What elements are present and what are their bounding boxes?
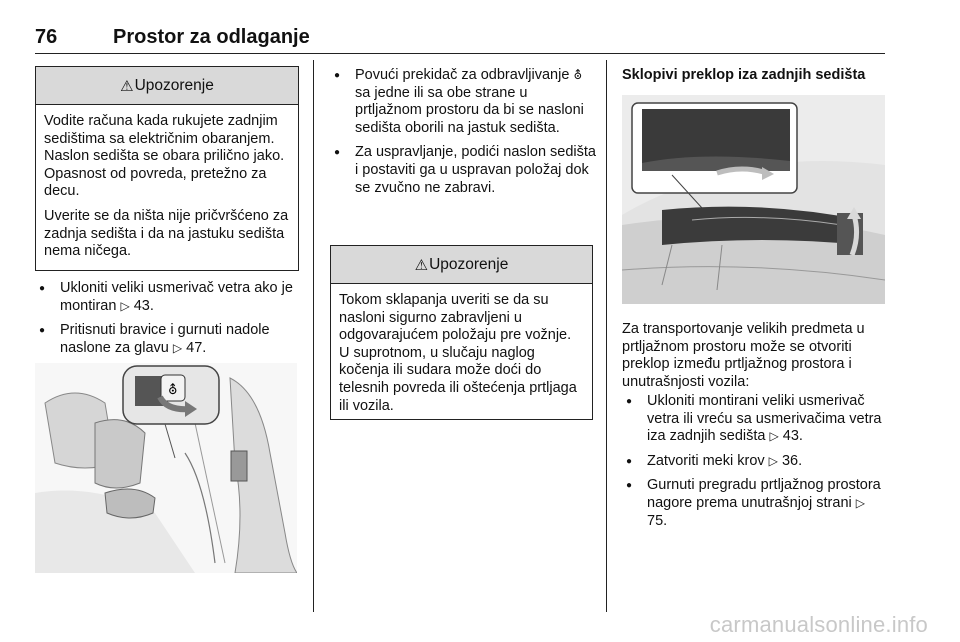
bullet-list-col3 bbox=[622, 393, 884, 537]
reference-arrow-icon: ▷ bbox=[769, 429, 779, 444]
list-item: ● Povući prekidač za odbravljivanje ⛢ sa jedne ili sa obe strane u prtljažnom prostoru da bi se nasloni sedišta oborili na jastuk sedišta. bbox=[330, 67, 598, 137]
list-item: ● Gurnuti pregradu prtljažnog prostora nagore prema unutrašnjoj strani ▷ 75. bbox=[622, 477, 884, 530]
column-divider-1 bbox=[313, 60, 314, 612]
list-item: ● Zatvoriti meki krov ▷ 36. bbox=[622, 453, 884, 471]
page-header bbox=[35, 26, 885, 52]
footer-watermark[interactable]: carmanualsonline.info bbox=[709, 612, 928, 637]
seat-unlock-icon: ⛢ bbox=[573, 68, 583, 82]
intro-paragraph: Za transportovanje velikih predmeta u prtljažnom prostoru može se otvoriti preklop između prtljažnog prostora i unutrašnjosti vozila: bbox=[622, 321, 865, 390]
warning-box-1 bbox=[35, 66, 299, 271]
reference-arrow-icon: ▷ bbox=[120, 298, 130, 313]
seat-unlock-illustration bbox=[35, 363, 297, 573]
header-rule bbox=[35, 53, 885, 54]
reference-arrow-icon: ▷ bbox=[172, 340, 183, 355]
bullet-list-col1 bbox=[35, 280, 305, 364]
svg-text:⛢: ⛢ bbox=[168, 383, 178, 398]
warning-header bbox=[331, 246, 592, 284]
list-item: ● Pritisnuti bravice i gurnuti nadole naslone za glavu ▷ 47. bbox=[35, 322, 305, 357]
warning-paragraph: Uverite se da ništa nije pričvršćeno za zadnja sedišta i da na jastuku sedišta nema ničega. bbox=[44, 207, 289, 260]
warning-triangle-icon: ⚠ bbox=[120, 77, 134, 95]
warning-paragraph: Tokom sklapanja uveriti se da su nasloni sigurno zabravljeni u odgovarajućem položaju pre vožnje. U suprotnom, u slučaju naglog kočenja ili sudara može doći do telesnih povreda ili oštećenja prtljaga ili vozila. bbox=[339, 292, 577, 414]
warning-paragraph: Vodite računa kada rukujete zadnjim sedištima sa električnim obaranjem. Naslon sedišta se obara prilično jako. Opasnost od povreda, pretežno za decu. bbox=[44, 113, 285, 200]
bullet-list-col2 bbox=[330, 67, 598, 204]
reference-arrow-icon: ▷ bbox=[855, 495, 865, 510]
warning-body bbox=[331, 284, 592, 426]
column-divider-2 bbox=[606, 60, 607, 612]
reference-arrow-icon: ▷ bbox=[768, 453, 778, 468]
trunk-flap-illustration bbox=[622, 95, 885, 304]
list-item: ● Ukloniti veliki usmerivač vetra ako je montiran ▷ 43. bbox=[35, 280, 305, 315]
page-title: Prostor za odlaganje bbox=[113, 26, 310, 48]
section-heading: Sklopivi preklop iza zadnjih sedišta bbox=[622, 67, 866, 83]
warning-box-2 bbox=[330, 245, 593, 420]
warning-triangle-icon: ⚠ bbox=[414, 256, 429, 274]
warning-body bbox=[36, 105, 298, 272]
list-item: ● Za uspravljanje, podići naslon sedišta i postaviti ga u uspravan položaj dok se zvučno ne zabravi. bbox=[330, 144, 598, 197]
page-number: 76 bbox=[35, 26, 58, 48]
warning-title: Upozorenje bbox=[429, 255, 509, 273]
list-item: ● Ukloniti montirani veliki usmerivač vetra ili vreću sa usmerivačima vetra iza zadnjih sedišta ▷ 43. bbox=[622, 393, 884, 446]
warning-header bbox=[36, 67, 298, 105]
warning-title: Upozorenje bbox=[134, 76, 214, 94]
